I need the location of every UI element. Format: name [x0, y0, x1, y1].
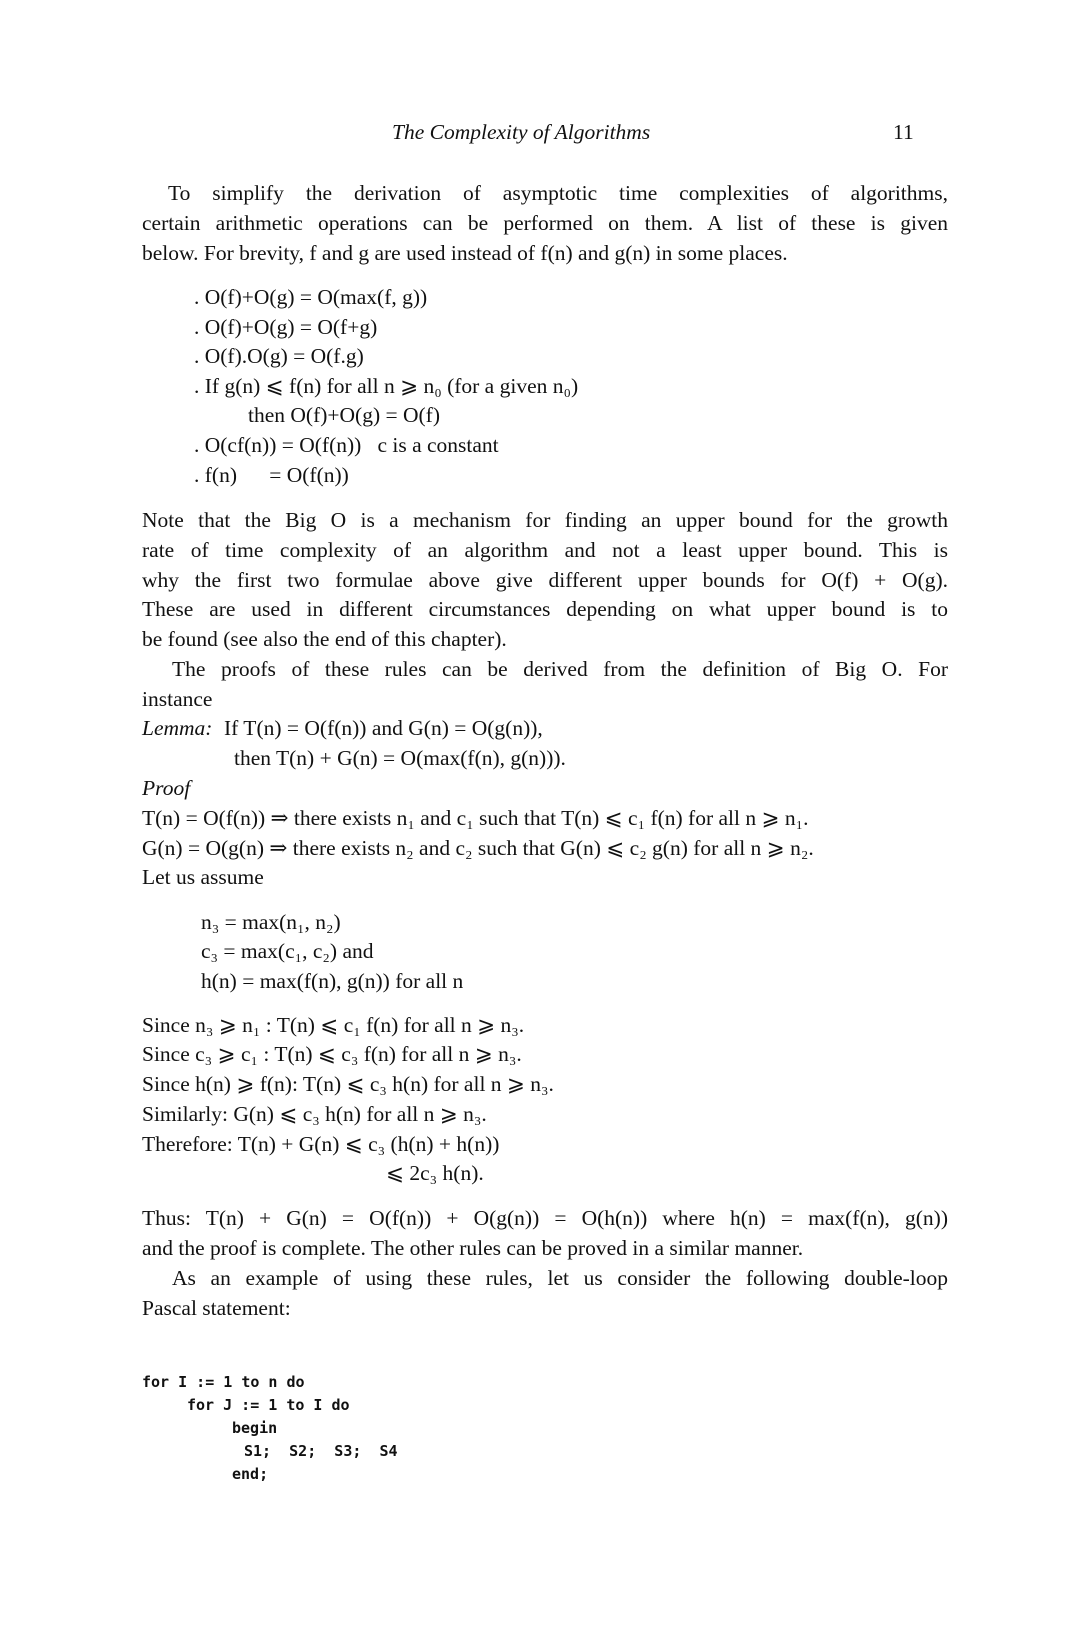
note-line-6: The proofs of these rules can be derived from the definition of Big O. For: [172, 657, 948, 681]
code-line-3: begin: [232, 1419, 278, 1437]
note-line-7: instance: [142, 687, 213, 711]
code-line-1: for I := 1 to n do: [142, 1373, 305, 1391]
note-line-5: be found (see also the end of this chapter).: [142, 627, 507, 651]
code-line-5: end;: [232, 1465, 269, 1483]
proof-step-6: ⩽ 2c₃ h(n).: [386, 1161, 484, 1185]
conclusion-line-2: and the proof is complete. The other rules can be proved in a similar manner.: [142, 1236, 804, 1260]
proof-line-2: G(n) = O(g(n) ⇒ there exists n₂ and c₂ such that G(n) ⩽ c₂ g(n) for all n ⩾ n₂.: [142, 836, 814, 860]
rule-2: . O(f)+O(g) = O(f+g): [194, 315, 378, 339]
definition-n3: n₃ = max(n₁, n₂): [201, 910, 341, 934]
proof-line-1: T(n) = O(f(n)) ⇒ there exists n₁ and c₁ such that T(n) ⩽ c₁ f(n) for all n ⩾ n₁.: [142, 806, 809, 830]
proof-step-5: Therefore: T(n) + G(n) ⩽ c₃ (h(n) + h(n)): [142, 1132, 500, 1156]
lemma-label: Lemma:: [142, 716, 213, 740]
proof-step-1: Since n₃ ⩾ n₁ : T(n) ⩽ c₁ f(n) for all n ⩾ n₃.: [142, 1013, 525, 1037]
definition-h: h(n) = max(f(n), g(n)) for all n: [201, 969, 464, 993]
definition-c3: c₃ = max(c₁, c₂) and: [201, 939, 374, 963]
rule-4-continuation: then O(f)+O(g) = O(f): [248, 403, 440, 427]
conclusion-line-3: As an example of using these rules, let us consider the following double-loop: [172, 1266, 948, 1290]
proof-line-3: Let us assume: [142, 865, 264, 889]
conclusion-line-4: Pascal statement:: [142, 1296, 291, 1320]
note-line-2: rate of time complexity of an algorithm and not a least upper bound. This is: [142, 538, 948, 562]
proof-step-2: Since c₃ ⩾ c₁ : T(n) ⩽ c₃ f(n) for all n ⩾ n₃.: [142, 1042, 522, 1066]
rule-1: . O(f)+O(g) = O(max(f, g)): [194, 285, 428, 309]
lemma-statement-line-1: If T(n) = O(f(n)) and G(n) = O(g(n)),: [224, 716, 543, 740]
intro-line-3: below. For brevity, f and g are used instead of f(n) and g(n) in some places.: [142, 241, 788, 265]
rule-4: . If g(n) ⩽ f(n) for all n ⩾ n₀ (for a given n₀): [194, 374, 579, 398]
intro-line-1: To simplify the derivation of asymptotic time complexities of algorithms,: [168, 181, 948, 205]
intro-line-2: certain arithmetic operations can be performed on them. A list of these is given: [142, 211, 948, 235]
rule-3: . O(f).O(g) = O(f.g): [194, 344, 364, 368]
note-line-1: Note that the Big O is a mechanism for finding an upper bound for the growth: [142, 508, 948, 532]
rule-5: . O(cf(n)) = O(f(n)) c is a constant: [194, 433, 499, 457]
rule-6: . f(n) = O(f(n)): [194, 463, 349, 487]
code-line-4: S1; S2; S3; S4: [244, 1442, 398, 1460]
proof-label: Proof: [142, 776, 191, 800]
running-header-title: The Complexity of Algorithms: [392, 120, 651, 144]
page-number: 11: [893, 120, 914, 144]
lemma-statement-line-2: then T(n) + G(n) = O(max(f(n), g(n))).: [234, 746, 566, 770]
proof-step-4: Similarly: G(n) ⩽ c₃ h(n) for all n ⩾ n₃.: [142, 1102, 487, 1126]
code-line-2: for J := 1 to I do: [187, 1396, 350, 1414]
conclusion-line-1: Thus: T(n) + G(n) = O(f(n)) + O(g(n)) = O(h(n)) where h(n) = max(f(n), g(n)): [142, 1206, 948, 1230]
proof-step-3: Since h(n) ⩾ f(n): T(n) ⩽ c₃ h(n) for all n ⩾ n₃.: [142, 1072, 554, 1096]
note-line-4: These are used in different circumstances depending on what upper bound is to: [142, 597, 948, 621]
note-line-3: why the first two formulae above give different upper bounds for O(f) + O(g).: [142, 568, 948, 592]
